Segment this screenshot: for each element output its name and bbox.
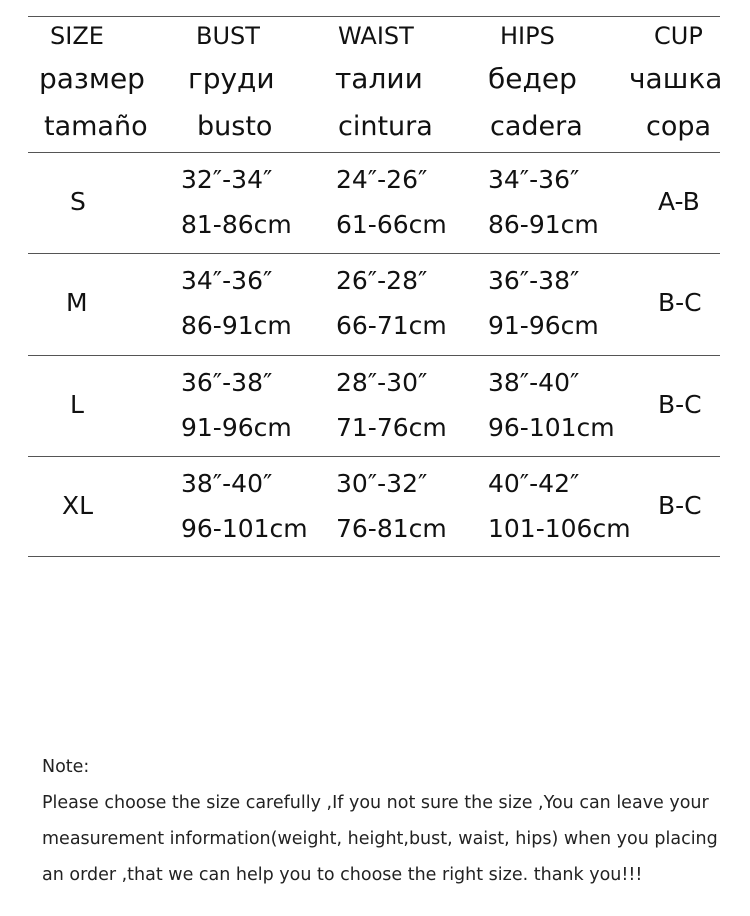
size-cell: XL [62,491,94,520]
header-hips-en: HIPS [500,22,555,50]
hips-cm-cell: 86-91cm [488,210,599,239]
waist-cm-cell: 61-66cm [336,210,447,239]
waist-inch-cell: 24″-26″ [336,165,428,194]
header-size-es: tamaño [44,111,148,142]
note-title: Note: [42,757,90,777]
cup-cell: B-C [658,288,702,317]
cup-cell: B-C [658,390,702,419]
header-cup-ru: чашка [629,62,723,95]
header-size-ru: размер [39,62,145,95]
header-cup-es: copa [646,111,712,142]
hips-cm-cell: 101-106cm [488,514,631,543]
header-waist-en: WAIST [338,22,414,50]
table-row [28,152,720,253]
table-bottom-border [28,556,720,557]
waist-cm-cell: 71-76cm [336,413,447,442]
header-bust-ru: груди [188,62,275,95]
size-cell: S [70,187,86,216]
header-bust-es: busto [197,111,273,142]
bust-cm-cell: 81-86cm [181,210,292,239]
bust-inch-cell: 34″-36″ [181,266,273,295]
waist-cm-cell: 76-81cm [336,514,447,543]
bust-cm-cell: 96-101cm [181,514,308,543]
header-bust-en: BUST [196,22,260,50]
hips-inch-cell: 34″-36″ [488,165,580,194]
cup-cell: A-B [658,187,700,216]
waist-inch-cell: 28″-30″ [336,368,428,397]
hips-cm-cell: 91-96cm [488,311,599,340]
header-size-en: SIZE [50,22,104,50]
table-row [28,253,720,354]
hips-inch-cell: 40″-42″ [488,469,580,498]
bust-inch-cell: 32″-34″ [181,165,273,194]
size-cell: L [70,390,84,419]
note-line-3: an order ,that we can help you to choose the right size. thank you!!! [42,865,643,885]
hips-inch-cell: 36″-38″ [488,266,580,295]
bust-cm-cell: 91-96cm [181,413,292,442]
note-line-1: Please choose the size carefully ,If you not sure the size ,You can leave your [42,793,709,813]
table-row [28,456,720,557]
bust-inch-cell: 38″-40″ [181,469,273,498]
table-row [28,355,720,456]
cup-cell: B-C [658,491,702,520]
table-top-border [28,16,720,17]
note-line-2: measurement information(weight, height,bust, waist, hips) when you placing [42,829,718,849]
header-hips-es: cadera [490,111,583,142]
hips-inch-cell: 38″-40″ [488,368,580,397]
header-hips-ru: бедер [488,62,577,95]
header-waist-ru: талии [335,62,423,95]
header-cup-en: CUP [654,22,703,50]
waist-inch-cell: 26″-28″ [336,266,428,295]
size-cell: M [66,288,88,317]
bust-cm-cell: 86-91cm [181,311,292,340]
waist-cm-cell: 66-71cm [336,311,447,340]
waist-inch-cell: 30″-32″ [336,469,428,498]
bust-inch-cell: 36″-38″ [181,368,273,397]
header-waist-es: cintura [338,111,433,142]
hips-cm-cell: 96-101cm [488,413,615,442]
